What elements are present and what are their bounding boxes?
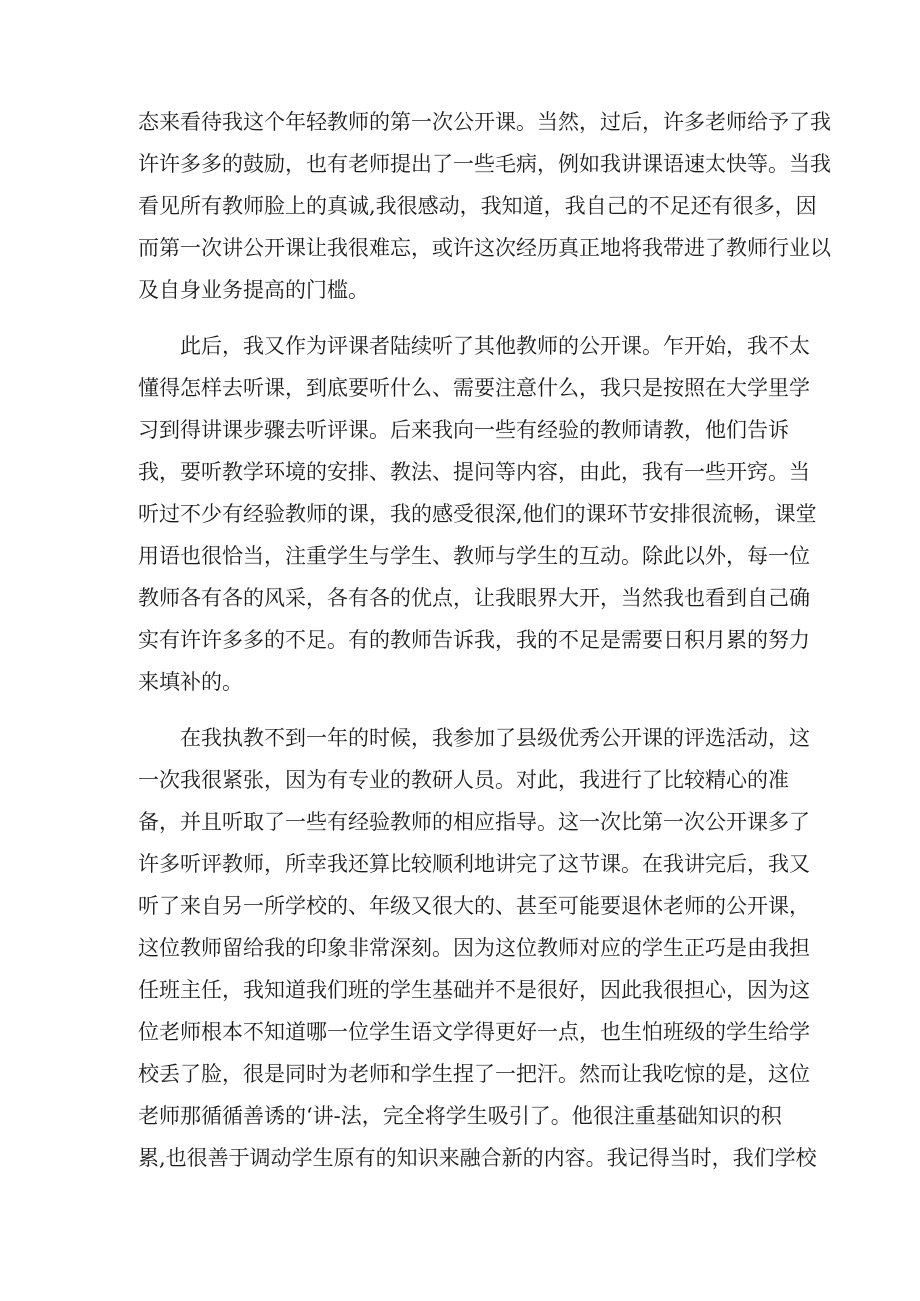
text-line: 习到得讲课步骤去听评课。后来我向一些有经验的教师请教，他们告诉 xyxy=(138,418,789,442)
text-line: 态来看待我这个年轻教师的第一次公开课。当然，过后，许多老师给予了我 xyxy=(138,110,831,134)
text-line: 校丢了脸，很是同时为老师和学生捏了一把汗。然而让我吃惊的是，这位 xyxy=(138,1062,810,1086)
text-line: 我，要听教学环境的安排、教法、提问等内容，由此，我有一些开窍。当 xyxy=(138,460,810,484)
text-line: 教师各有各的风采，各有各的优点，让我眼界大开，当然我也看到自己确 xyxy=(138,586,810,610)
text-line: 老师那循循善诱的‘讲-法，完全将学生吸引了。他很注重基础知识的积 xyxy=(138,1104,782,1128)
text-line: 累,也很善于调动学生原有的知识来融合新的内容。我记得当时，我们学校 xyxy=(138,1146,817,1170)
text-line: 来填补的。 xyxy=(138,670,243,694)
text-line: 许许多多的鼓励，也有老师提出了一些毛病，例如我讲课语速太快等。当我 xyxy=(138,152,831,176)
text-line: 懂得怎样去听课，到底要听什么、需要注意什么，我只是按照在大学里学 xyxy=(138,376,810,400)
text-line: 位老师根本不知道哪一位学生语文学得更好一点，也生怕班级的学生给学 xyxy=(138,1020,810,1044)
text-line: 任班主任，我知道我们班的学生基础并不是很好，因此我很担心，因为这 xyxy=(138,978,810,1002)
text-line: 备，并且听取了一些有经验教师的相应指导。这一次比第一次公开课多了 xyxy=(138,810,810,834)
text-line: 听了来自另一所学校的、年级又很大的、甚至可能要退休老师的公开课， xyxy=(138,894,810,918)
text-line: 及自身业务提高的门槛。 xyxy=(138,278,369,302)
text-line: 实有许许多多的不足。有的教师告诉我，我的不足是需要日积月累的努力 xyxy=(138,628,810,652)
text-line: 此后，我又作为评课者陆续听了其他教师的公开课。乍开始，我不太 xyxy=(180,334,810,358)
text-line: 用语也很恰当，注重学生与学生、教师与学生的互动。除此以外，每一位 xyxy=(138,544,810,568)
text-line: 这位教师留给我的印象非常深刻。因为这位教师对应的学生正巧是由我担 xyxy=(138,936,810,960)
text-line: 在我执教不到一年的时候，我参加了县级优秀公开课的评选活动，这 xyxy=(180,726,810,750)
text-line: 许多听评教师，所幸我还算比较顺利地讲完了这节课。在我讲完后，我又 xyxy=(138,852,810,876)
text-line: 一次我很紧张，因为有专业的教研人员。对此，我进行了比较精心的准 xyxy=(138,768,789,792)
text-line: 听过不少有经验教师的课，我的感受很深,他们的课环节安排很流畅，课堂 xyxy=(138,502,817,526)
text-line: 看见所有教师脸上的真诚,我很感动，我知道，我自己的不足还有很多，因 xyxy=(138,194,817,218)
text-line: 而第一次讲公开课让我很难忘，或许这次经历真正地将我带进了教师行业以 xyxy=(138,236,831,260)
